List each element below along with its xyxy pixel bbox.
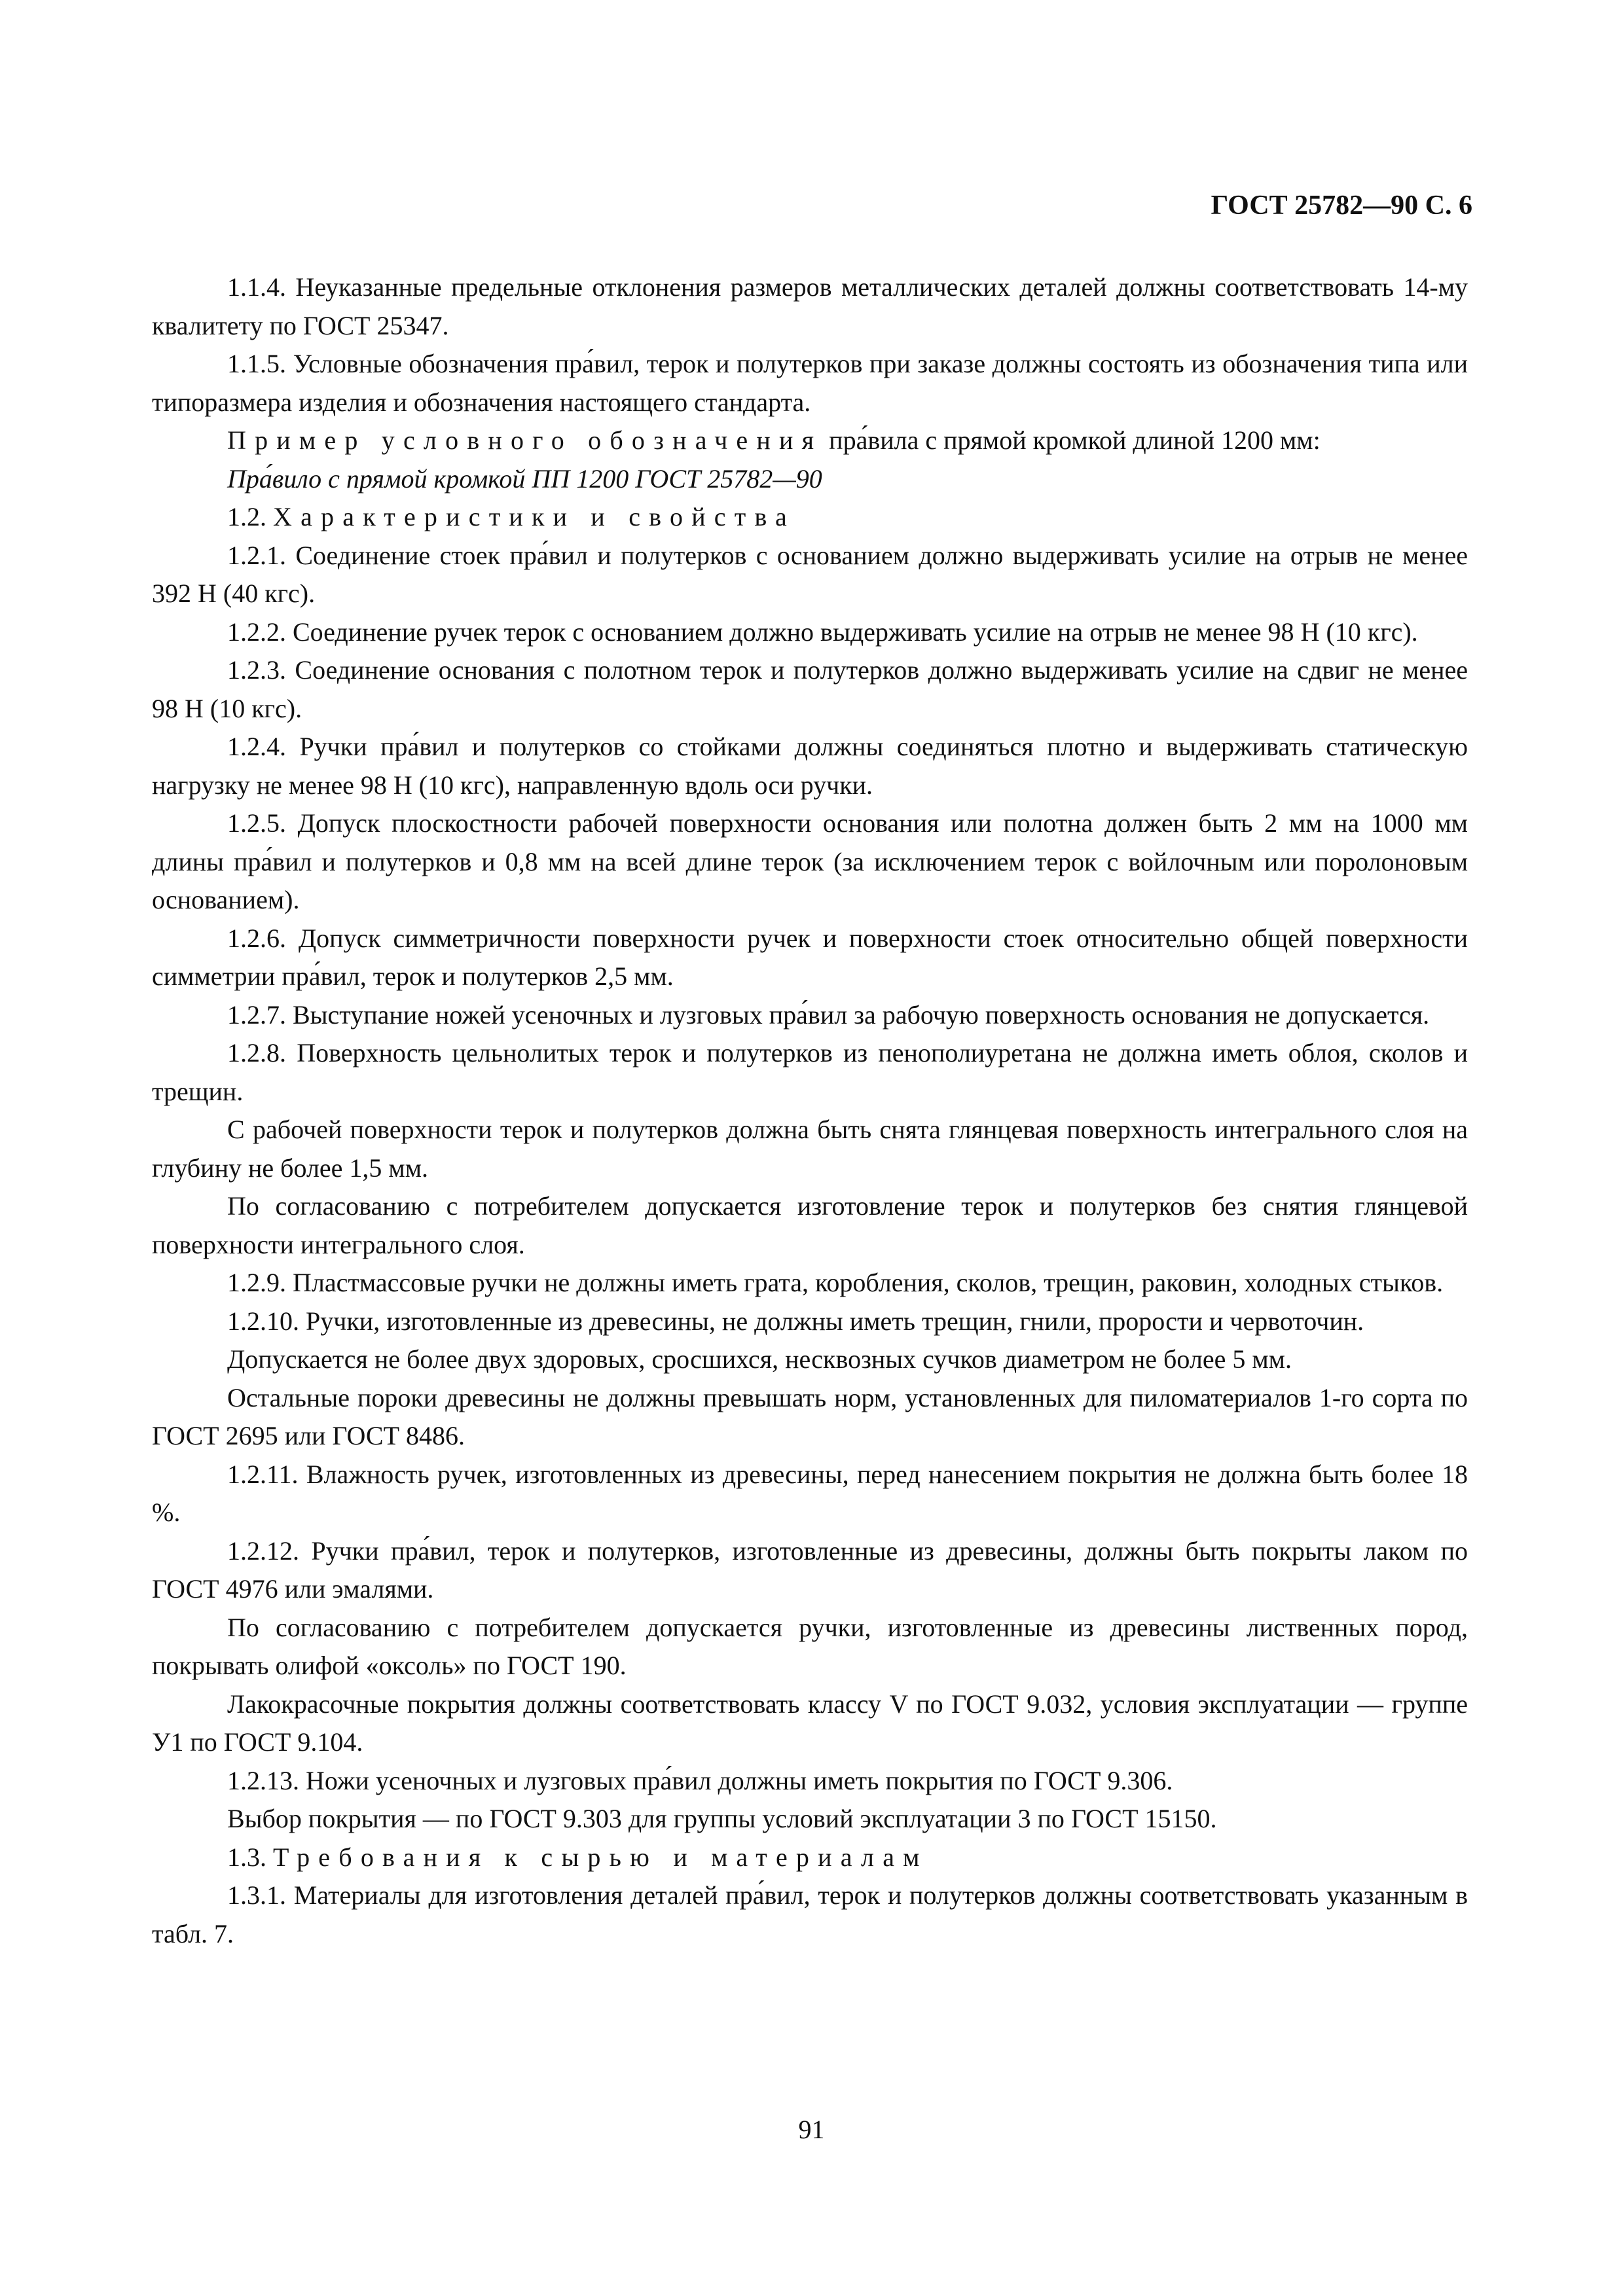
section-title: Требования к сырью и материалам: [273, 1842, 928, 1872]
paragraph-text: Остальные пороки древесины не должны превышать норм, установленных для пиломатериалов 1-го сорта по ГОСТ 2695 или ГОСТ 8486.: [152, 1382, 1468, 1450]
example-text: пра́вила с прямой кромкой длиной 1200 мм:: [822, 425, 1321, 455]
paragraph-1-2-8: 1.2.8. Поверхность цельнолитых терок и полутерков из пенополиуретана не должна иметь облоя, сколов и трещин.: [152, 1038, 1468, 1106]
paragraph-text: По согласованию с потребителем допускается изготовление терок и полутерков без снятия глянцевой поверхности интегрального слоя.: [152, 1191, 1468, 1259]
section-number: 1.3.: [227, 1842, 273, 1872]
paragraph-text: Допускается не более двух здоровых, сросшихся, несквозных сучков диаметром не более 5 мм.: [227, 1344, 1292, 1374]
section-title: Характеристики и свойства: [273, 502, 795, 531]
paragraph-1-2-13: 1.2.13. Ножи усеночных и лузговых пра́вил должны иметь покрытия по ГОСТ 9.306.: [227, 1765, 1173, 1795]
paragraph-1-2-1: 1.2.1. Соединение стоек пра́вил и полутерков с основанием должно выдерживать усилие на отрыв не менее 392 Н (40 кгс).: [152, 540, 1468, 608]
paragraph-1-2-4: 1.2.4. Ручки пра́вил и полутерков со стойками должны соединяться плотно и выдерживать статическую нагрузку не менее 98 Н (10 кгс), направленную вдоль оси ручки.: [152, 732, 1468, 800]
paragraph-1-2-3: 1.2.3. Соединение основания с полотном терок и полутерков должно выдерживать усилие на сдвиг не менее 98 Н (10 кгс).: [152, 655, 1468, 723]
paragraph-1-2-10: 1.2.10. Ручки, изготовленные из древесины, не должны иметь трещин, гнили, прорости и червоточин.: [227, 1306, 1364, 1336]
paragraph-1-2-2: 1.2.2. Соединение ручек терок с основанием должно выдерживать усилие на отрыв не менее 98 Н (10 кгс).: [227, 617, 1418, 647]
document-body: [152, 268, 1468, 1953]
paragraph-1-2-6: 1.2.6. Допуск симметричности поверхности ручек и поверхности стоек относительно общей поверхности симметрии пра́вил, терок и полутерков 2,5 мм.: [152, 923, 1468, 991]
page-header: ГОСТ 25782—90 С. 6: [1211, 190, 1472, 221]
paragraph-1-3-1: 1.3.1. Материалы для изготовления деталей пра́вил, терок и полутерков должны соответствовать указанным в табл. 7.: [152, 1880, 1468, 1948]
designation-example-code: Пра́вило с прямой кромкой ПП 1200 ГОСТ 25782—90: [227, 463, 822, 493]
example-label: Пример условного обозначения: [227, 425, 823, 455]
paragraph-1-2-5: 1.2.5. Допуск плоскостности рабочей поверхности основания или полотна должен быть 2 мм на 1000 мм длины пра́вил и полутерков и 0,8 мм на всей длине терок (за исключением терок с войлочным или поролоновым основанием).: [152, 808, 1468, 914]
paragraph-1-2-11: 1.2.11. Влажность ручек, изготовленных из древесины, перед нанесением покрытия не должна быть более 18 %.: [152, 1459, 1468, 1527]
paragraph-1-2-9: 1.2.9. Пластмассовые ручки не должны иметь грата, коробления, сколов, трещин, раковин, холодных стыков.: [227, 1268, 1444, 1297]
section-number: 1.2.: [227, 502, 273, 531]
paragraph-text: Выбор покрытия — по ГОСТ 9.303 для группы условий эксплуатации 3 по ГОСТ 15150.: [227, 1804, 1217, 1833]
section-heading-1-2: [152, 498, 1468, 537]
paragraph-text: С рабочей поверхности терок и полутерков должна быть снята глянцевая поверхность интегрального слоя на глубину не более 1,5 мм.: [152, 1115, 1468, 1183]
paragraph-1-2-12: 1.2.12. Ручки пра́вил, терок и полутерков, изготовленные из древесины, должны быть покрыты лаком по ГОСТ 4976 или эмалями.: [152, 1535, 1468, 1604]
paragraph-1-1-5: 1.1.5. Условные обозначения пра́вил, терок и полутерков при заказе должны состоять из обозначения типа или типоразмера изделия и обозначения настоящего стандарта.: [152, 349, 1468, 417]
paragraph-text: Лакокрасочные покрытия должны соответствовать классу V по ГОСТ 9.032, условия эксплуатации — группе У1 по ГОСТ 9.104.: [152, 1689, 1468, 1757]
paragraph-1-1-4: 1.1.4. Неуказанные предельные отклонения размеров металлических деталей должны соответствовать 14-му квалитету по ГОСТ 25347.: [152, 272, 1468, 340]
paragraph-1-2-7: 1.2.7. Выступание ножей усеночных и лузговых пра́вил за рабочую поверхность основания не допускается.: [227, 999, 1430, 1030]
page-number: 91: [798, 2115, 825, 2144]
designation-example: [152, 422, 1468, 460]
section-heading-1-3: [152, 1839, 1468, 1877]
paragraph-text: По согласованию с потребителем допускается ручки, изготовленные из древесины лиственных пород, покрывать олифой «оксоль» по ГОСТ 190.: [152, 1612, 1468, 1680]
